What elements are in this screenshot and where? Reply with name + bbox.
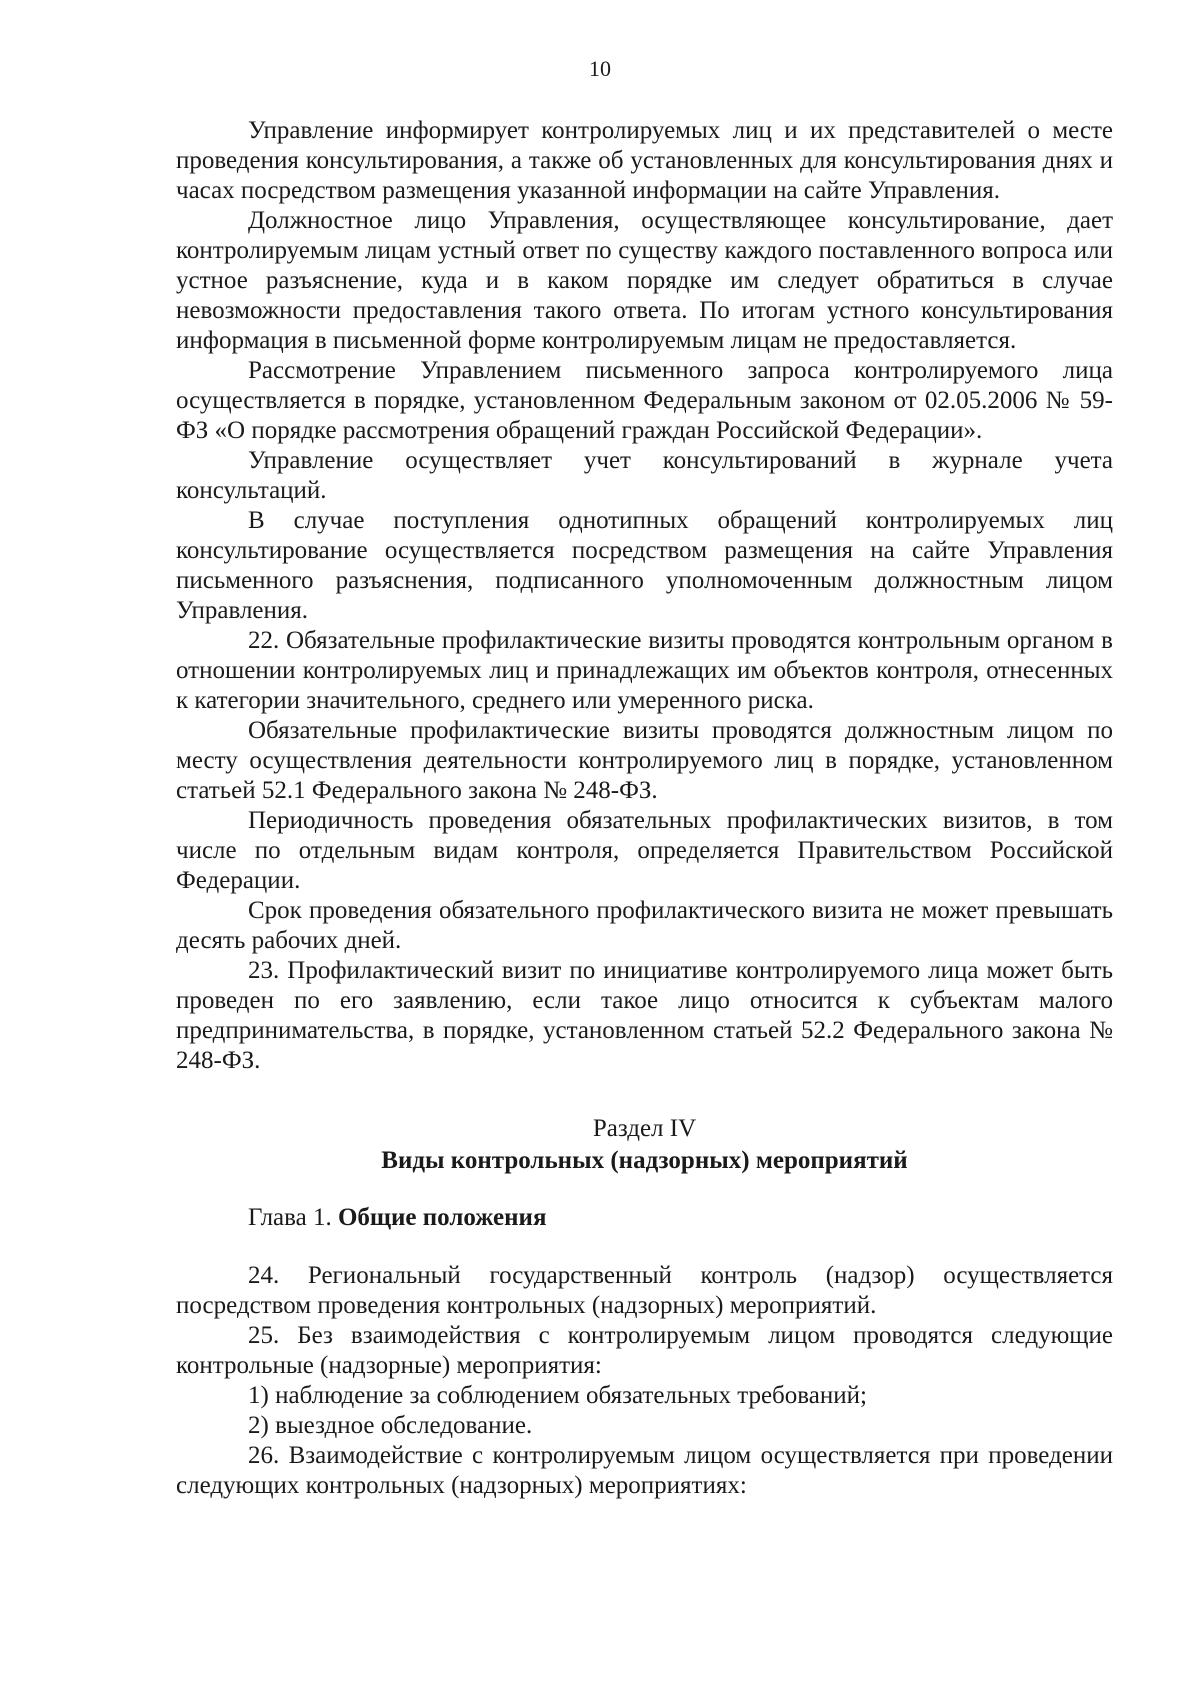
paragraph-visit-duration: Срок проведения обязательного профилактического визита не может превышать десять рабочих дней. [176, 897, 1113, 954]
document-body [176, 116, 1113, 1501]
paragraph-22-mandatory-visits: 22. Обязательные профилактические визиты проводятся контрольным органом в отношении контролируемых лиц и принадлежащих им объектов контроля, отнесенных к категории значительного, среднего или умеренного риска. [176, 627, 1113, 714]
page-number: 10 [589, 56, 611, 81]
chapter-title: Общие положения [337, 1204, 547, 1231]
chapter-label: Глава 1. [248, 1204, 332, 1231]
paragraph-visits-place: Обязательные профилактические визиты проводятся должностным лицом по месту осуществления деятельности контролируемого лиц в порядке, установленном статьей 52.1 Федерального закона № 248-ФЗ. [176, 717, 1113, 804]
paragraph-written-request: Рассмотрение Управлением письменного запроса контролируемого лица осуществляется в порядке, установленном Федеральным законом от 02.05.2006 № 59-ФЗ «О порядке рассмотрения обращений граждан Российской Федерации». [176, 357, 1113, 444]
list-item: 1) наблюдение за соблюдением обязательных требований; [248, 1382, 867, 1409]
paragraph-uniform-requests: В случае поступления однотипных обращений контролируемых лиц консультирование осуществляется посредством размещения на сайте Управления письменного разъяснения, подписанного уполномоченным должностным лицом Управления. [176, 507, 1113, 624]
paragraph-consultation-info: Управление информирует контролируемых лиц и их представителей о месте проведения консультирования, а также об установленных для консультирования днях и часах посредством размещения указанной информации на сайте Управления. [176, 117, 1113, 204]
paragraph-26-interaction: 26. Взаимодействие с контролируемым лицом осуществляется при проведении следующих контрольных (надзорных) мероприятиях: [176, 1442, 1113, 1499]
section-heading [176, 1113, 1113, 1177]
paragraph-25-without-interaction: 25. Без взаимодействия с контролируемым лицом проводятся следующие контрольные (надзорные) мероприятия: [176, 1322, 1113, 1379]
paragraph-consultation-log: Управление осуществляет учет консультирований в журнале учета консультаций. [176, 447, 1113, 504]
paragraph-visits-periodicity: Периодичность проведения обязательных профилактических визитов, в том числе по отдельным видам контроля, определяется Правительством Российской Федерации. [176, 807, 1113, 894]
chapter-heading [176, 1203, 1113, 1233]
paragraph-24-control: 24. Региональный государственный контроль (надзор) осуществляется посредством проведения контрольных (надзорных) мероприятий. [176, 1262, 1113, 1319]
paragraph-23-initiative-visit: 23. Профилактический визит по инициативе контролируемого лица может быть проведен по его заявлению, если такое лицо относится к субъектам малого предпринимательства, в порядке, установленном статьей 52.2 Федерального закона № 248-ФЗ. [176, 957, 1113, 1074]
paragraph-oral-answer: Должностное лицо Управления, осуществляющее консультирование, дает контролируемым лицам устный ответ по существу каждого поставленного вопроса или устное разъяснение, куда и в каком порядке им следует обратиться в случае невозможности предоставления такого ответа. По итогам устного консультирования информация в письменной форме контролируемым лицам не предоставляется. [176, 207, 1113, 354]
section-title: Виды контрольных (надзорных) мероприятий [381, 1147, 908, 1174]
list-item: 2) выездное обследование. [248, 1412, 533, 1439]
section-number: Раздел IV [592, 1115, 697, 1142]
